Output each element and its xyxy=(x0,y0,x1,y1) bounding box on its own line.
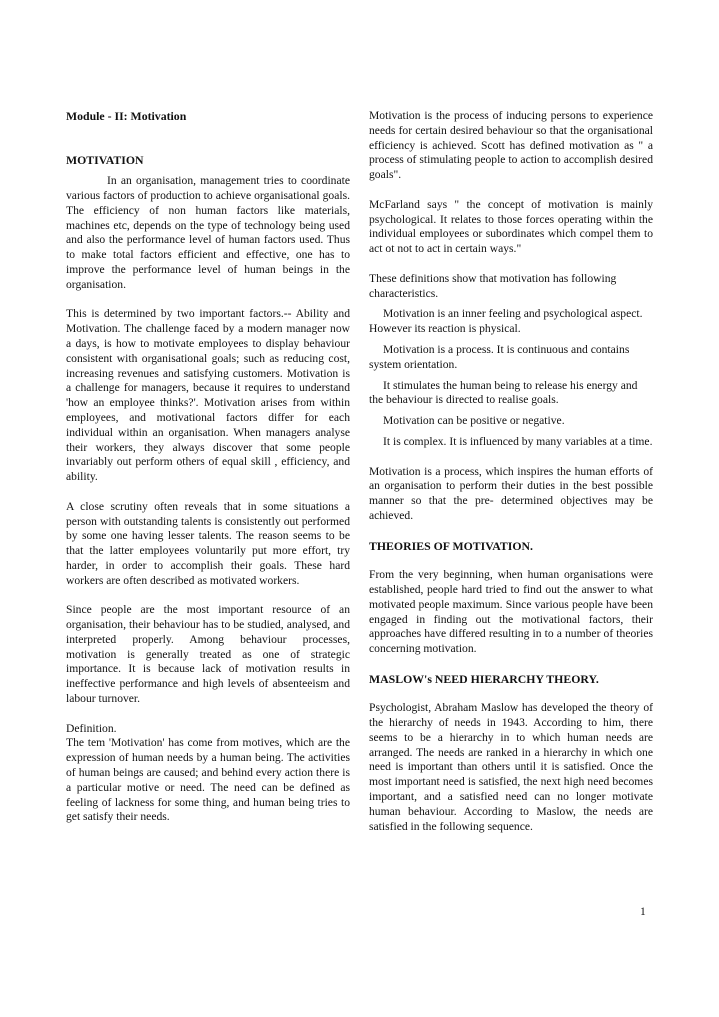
definition-label: Definition. xyxy=(66,721,117,735)
paragraph: McFarland says " the concept of motivation is mainly psychological. It relates to those forces operating within the individual employees or subordinates which compel them to act ot not to act in certain ways." xyxy=(369,197,653,256)
characteristic-item: Motivation is an inner feeling and psychological aspect. However its reaction is physical. xyxy=(369,307,643,336)
paragraph: A close scrutiny often reveals that in some situations a person with outstanding talents is consistently out performed by some one having lesser talents. The reason seems to be that the latter employees voluntarily put more effort, try harder, in order to accomplish their goals. These hard workers are often described as motivated workers. xyxy=(66,499,350,587)
paragraph: This is determined by two important factors.-- Ability and Motivation. The challenge faced by a modern manager now a days, is how to motivate employees to display behaviour consistent with organisational goals; such as reducing cost, increasing revenues and satisfying customers. Motivation is a challenge for managers, because it requires to understand 'how an employee thinks?'. Motivation arises from within employees, and motivational factors differ for each individual within an organisation. When managers analyse their workers, they always discover that some people invariably out perform others of equal skill , efficiency, and ability. xyxy=(66,307,350,484)
paragraph: The tem 'Motivation' has come from motives, which are the expression of human needs by a human being. The activities of human beings are caused; and behind every action there is a particular motive or need. The need can be defined as feeling of lackness for some thing, and human being tries to get satisfy their needs. xyxy=(66,736,350,824)
section-heading-maslow: MASLOW's NEED HIERARCHY THEORY. xyxy=(369,671,599,686)
paragraph: Since people are the most important resource of an organisation, their behaviour has to be studied, analysed, and interpreted properly. Among behaviour processes, motivation is generally treated as one of strategic importance. It is because lack of motivation results in ineffective performance and high levels of absenteeism and labour turnover. xyxy=(66,603,350,706)
paragraph: Motivation is a process, which inspires the human efforts of an organisation to perform their duties in the best possible manner so that the pre- determined objectives may be achieved. xyxy=(369,464,653,522)
page-number: 1 xyxy=(640,905,646,918)
characteristic-item: It is complex. It is influenced by many variables at a time. xyxy=(383,434,653,448)
paragraph: From the very beginning, when human organisations were established, people hard tried to find out the answer to what motivated people maximum. Since various people have been engaged in finding out the motivational factors, their approaches have differed resulting in to a number of theories concerning motivation. xyxy=(369,568,653,656)
paragraph: Psychologist, Abraham Maslow has developed the theory of the hierarchy of needs in 1943. According to him, there seems to be a hierarchy in to which human needs are arranged. The needs are ranked in a hierarchy in which one need is important than others until it is satisfied. Once the most important need is satisfied, the next high need becomes important, and a satisfied need can no longer motivate human behaviour. According to Maslow, the needs are satisfied in the following sequence. xyxy=(369,701,653,833)
section-heading-theories: THEORIES OF MOTIVATION. xyxy=(369,538,533,553)
characteristic-item: Motivation can be positive or negative. xyxy=(383,414,565,428)
left-column xyxy=(66,109,350,825)
characteristic-item: Motivation is a process. It is continuous and contains system orientation. xyxy=(369,342,630,371)
paragraph: These definitions show that motivation has following characteristics. xyxy=(369,271,617,300)
section-heading-motivation: MOTIVATION xyxy=(66,153,144,168)
paragraph: In an organisation, management tries to coordinate various factors of production to achieve organisational goals. The efficiency of non human factors like materials, machines etc, depends on the type of technology being used and also the performance level of human factors used. Thus to make total factors efficient and effective, one has to improve the performance level of human beings in the organisation. xyxy=(66,174,350,291)
characteristic-item: It stimulates the human being to release his energy and the behaviour is directed to realise goals. xyxy=(369,378,638,407)
paragraph: Motivation is the process of inducing persons to experience needs for certain desired behaviour so that the organisational efficiency is achieved. Scott has defined motivation as " a process of stimulating people to action to accomplish desired goals". xyxy=(369,109,653,182)
module-title: Module - II: Motivation xyxy=(66,109,187,123)
right-column xyxy=(369,109,653,834)
